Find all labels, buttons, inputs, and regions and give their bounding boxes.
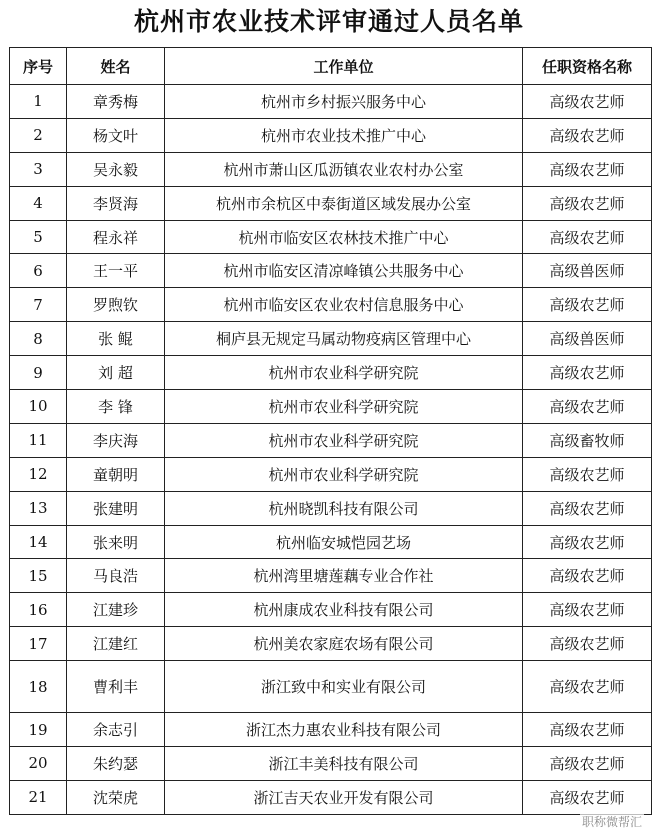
table-row [10,186,652,220]
cell-qualification: 高级兽医师 [523,322,652,356]
cell-workplace: 杭州市临安区农业农村信息服务中心 [165,288,523,322]
cell-name: 张来明 [67,525,165,559]
cell-workplace: 浙江致中和实业有限公司 [165,661,523,713]
cell-qualification: 高级农艺师 [523,627,652,661]
cell-index: 1 [10,85,67,119]
cell-workplace: 杭州湾里塘莲藕专业合作社 [165,559,523,593]
cell-qualification: 高级畜牧师 [523,423,652,457]
cell-index: 17 [10,627,67,661]
cell-index: 4 [10,186,67,220]
header-qualification: 任职资格名称 [523,48,652,85]
cell-workplace: 浙江丰美科技有限公司 [165,747,523,781]
cell-qualification: 高级兽医师 [523,254,652,288]
cell-index: 2 [10,118,67,152]
cell-qualification: 高级农艺师 [523,356,652,390]
cell-index: 8 [10,322,67,356]
table-row [10,220,652,254]
cell-qualification: 高级农艺师 [523,85,652,119]
cell-index: 12 [10,457,67,491]
table-row [10,747,652,781]
table-row [10,457,652,491]
table-row [10,322,652,356]
table-row [10,118,652,152]
cell-index: 21 [10,780,67,814]
cell-qualification: 高级农艺师 [523,457,652,491]
cell-index: 19 [10,713,67,747]
cell-index: 14 [10,525,67,559]
cell-qualification: 高级农艺师 [523,288,652,322]
cell-name: 江建珍 [67,593,165,627]
table-row [10,780,652,814]
table-row [10,661,652,713]
cell-name: 杨文叶 [67,118,165,152]
cell-workplace: 桐庐县无规定马属动物疫病区管理中心 [165,322,523,356]
cell-name: 朱约瑟 [67,747,165,781]
watermark-label: 职称微帮汇 [581,815,642,829]
cell-workplace: 杭州美农家庭农场有限公司 [165,627,523,661]
cell-qualification: 高级农艺师 [523,780,652,814]
table-row [10,713,652,747]
table-row [10,423,652,457]
cell-qualification: 高级农艺师 [523,525,652,559]
cell-index: 5 [10,220,67,254]
cell-name: 程永祥 [67,220,165,254]
cell-index: 20 [10,747,67,781]
cell-index: 15 [10,559,67,593]
table-row [10,85,652,119]
cell-qualification: 高级农艺师 [523,747,652,781]
cell-qualification: 高级农艺师 [523,491,652,525]
cell-workplace: 杭州市农业科学研究院 [165,390,523,424]
table-row [10,627,652,661]
cell-qualification: 高级农艺师 [523,661,652,713]
cell-name: 李贤海 [67,186,165,220]
personnel-table [9,47,652,815]
cell-index: 3 [10,152,67,186]
table-row [10,356,652,390]
cell-name: 罗煦钦 [67,288,165,322]
cell-index: 13 [10,491,67,525]
cell-index: 16 [10,593,67,627]
cell-workplace: 杭州康成农业科技有限公司 [165,593,523,627]
cell-workplace: 杭州晓凯科技有限公司 [165,491,523,525]
cell-name: 李庆海 [67,423,165,457]
cell-index: 18 [10,661,67,713]
cell-name: 吴永毅 [67,152,165,186]
cell-qualification: 高级农艺师 [523,118,652,152]
cell-index: 9 [10,356,67,390]
table-row [10,390,652,424]
table-header-row [10,48,652,85]
cell-qualification: 高级农艺师 [523,390,652,424]
cell-qualification: 高级农艺师 [523,593,652,627]
cell-qualification: 高级农艺师 [523,186,652,220]
cell-workplace: 杭州市萧山区瓜沥镇农业农村办公室 [165,152,523,186]
table-body [10,85,652,815]
cell-workplace: 杭州市农业科学研究院 [165,457,523,491]
cell-workplace: 杭州市余杭区中泰街道区域发展办公室 [165,186,523,220]
cell-index: 7 [10,288,67,322]
page-title: 杭州市农业技术评审通过人员名单 [133,7,524,36]
cell-qualification: 高级农艺师 [523,152,652,186]
cell-name: 余志引 [67,713,165,747]
header-workplace: 工作单位 [165,48,523,85]
cell-name: 张 鲲 [67,322,165,356]
cell-workplace: 浙江吉天农业开发有限公司 [165,780,523,814]
table-row [10,491,652,525]
cell-workplace: 浙江杰力惠农业科技有限公司 [165,713,523,747]
table-row [10,525,652,559]
cell-workplace: 杭州市临安区农林技术推广中心 [165,220,523,254]
cell-workplace: 杭州市临安区清凉峰镇公共服务中心 [165,254,523,288]
cell-name: 刘 超 [67,356,165,390]
cell-index: 11 [10,423,67,457]
cell-workplace: 杭州市农业科学研究院 [165,423,523,457]
table-row [10,288,652,322]
cell-workplace: 杭州临安城恺园艺场 [165,525,523,559]
header-name: 姓名 [67,48,165,85]
table-row [10,559,652,593]
cell-qualification: 高级农艺师 [523,220,652,254]
cell-workplace: 杭州市农业技术推广中心 [165,118,523,152]
table-row [10,152,652,186]
cell-name: 李 锋 [67,390,165,424]
cell-index: 6 [10,254,67,288]
cell-workplace: 杭州市农业科学研究院 [165,356,523,390]
cell-name: 童朝明 [67,457,165,491]
cell-name: 王一平 [67,254,165,288]
table-row [10,254,652,288]
header-index: 序号 [10,48,67,85]
table-row [10,593,652,627]
cell-name: 马良浩 [67,559,165,593]
cell-name: 张建明 [67,491,165,525]
cell-name: 曹利丰 [67,661,165,713]
cell-name: 江建红 [67,627,165,661]
cell-workplace: 杭州市乡村振兴服务中心 [165,85,523,119]
cell-name: 沈荣虎 [67,780,165,814]
cell-qualification: 高级农艺师 [523,713,652,747]
cell-index: 10 [10,390,67,424]
cell-name: 章秀梅 [67,85,165,119]
cell-qualification: 高级农艺师 [523,559,652,593]
